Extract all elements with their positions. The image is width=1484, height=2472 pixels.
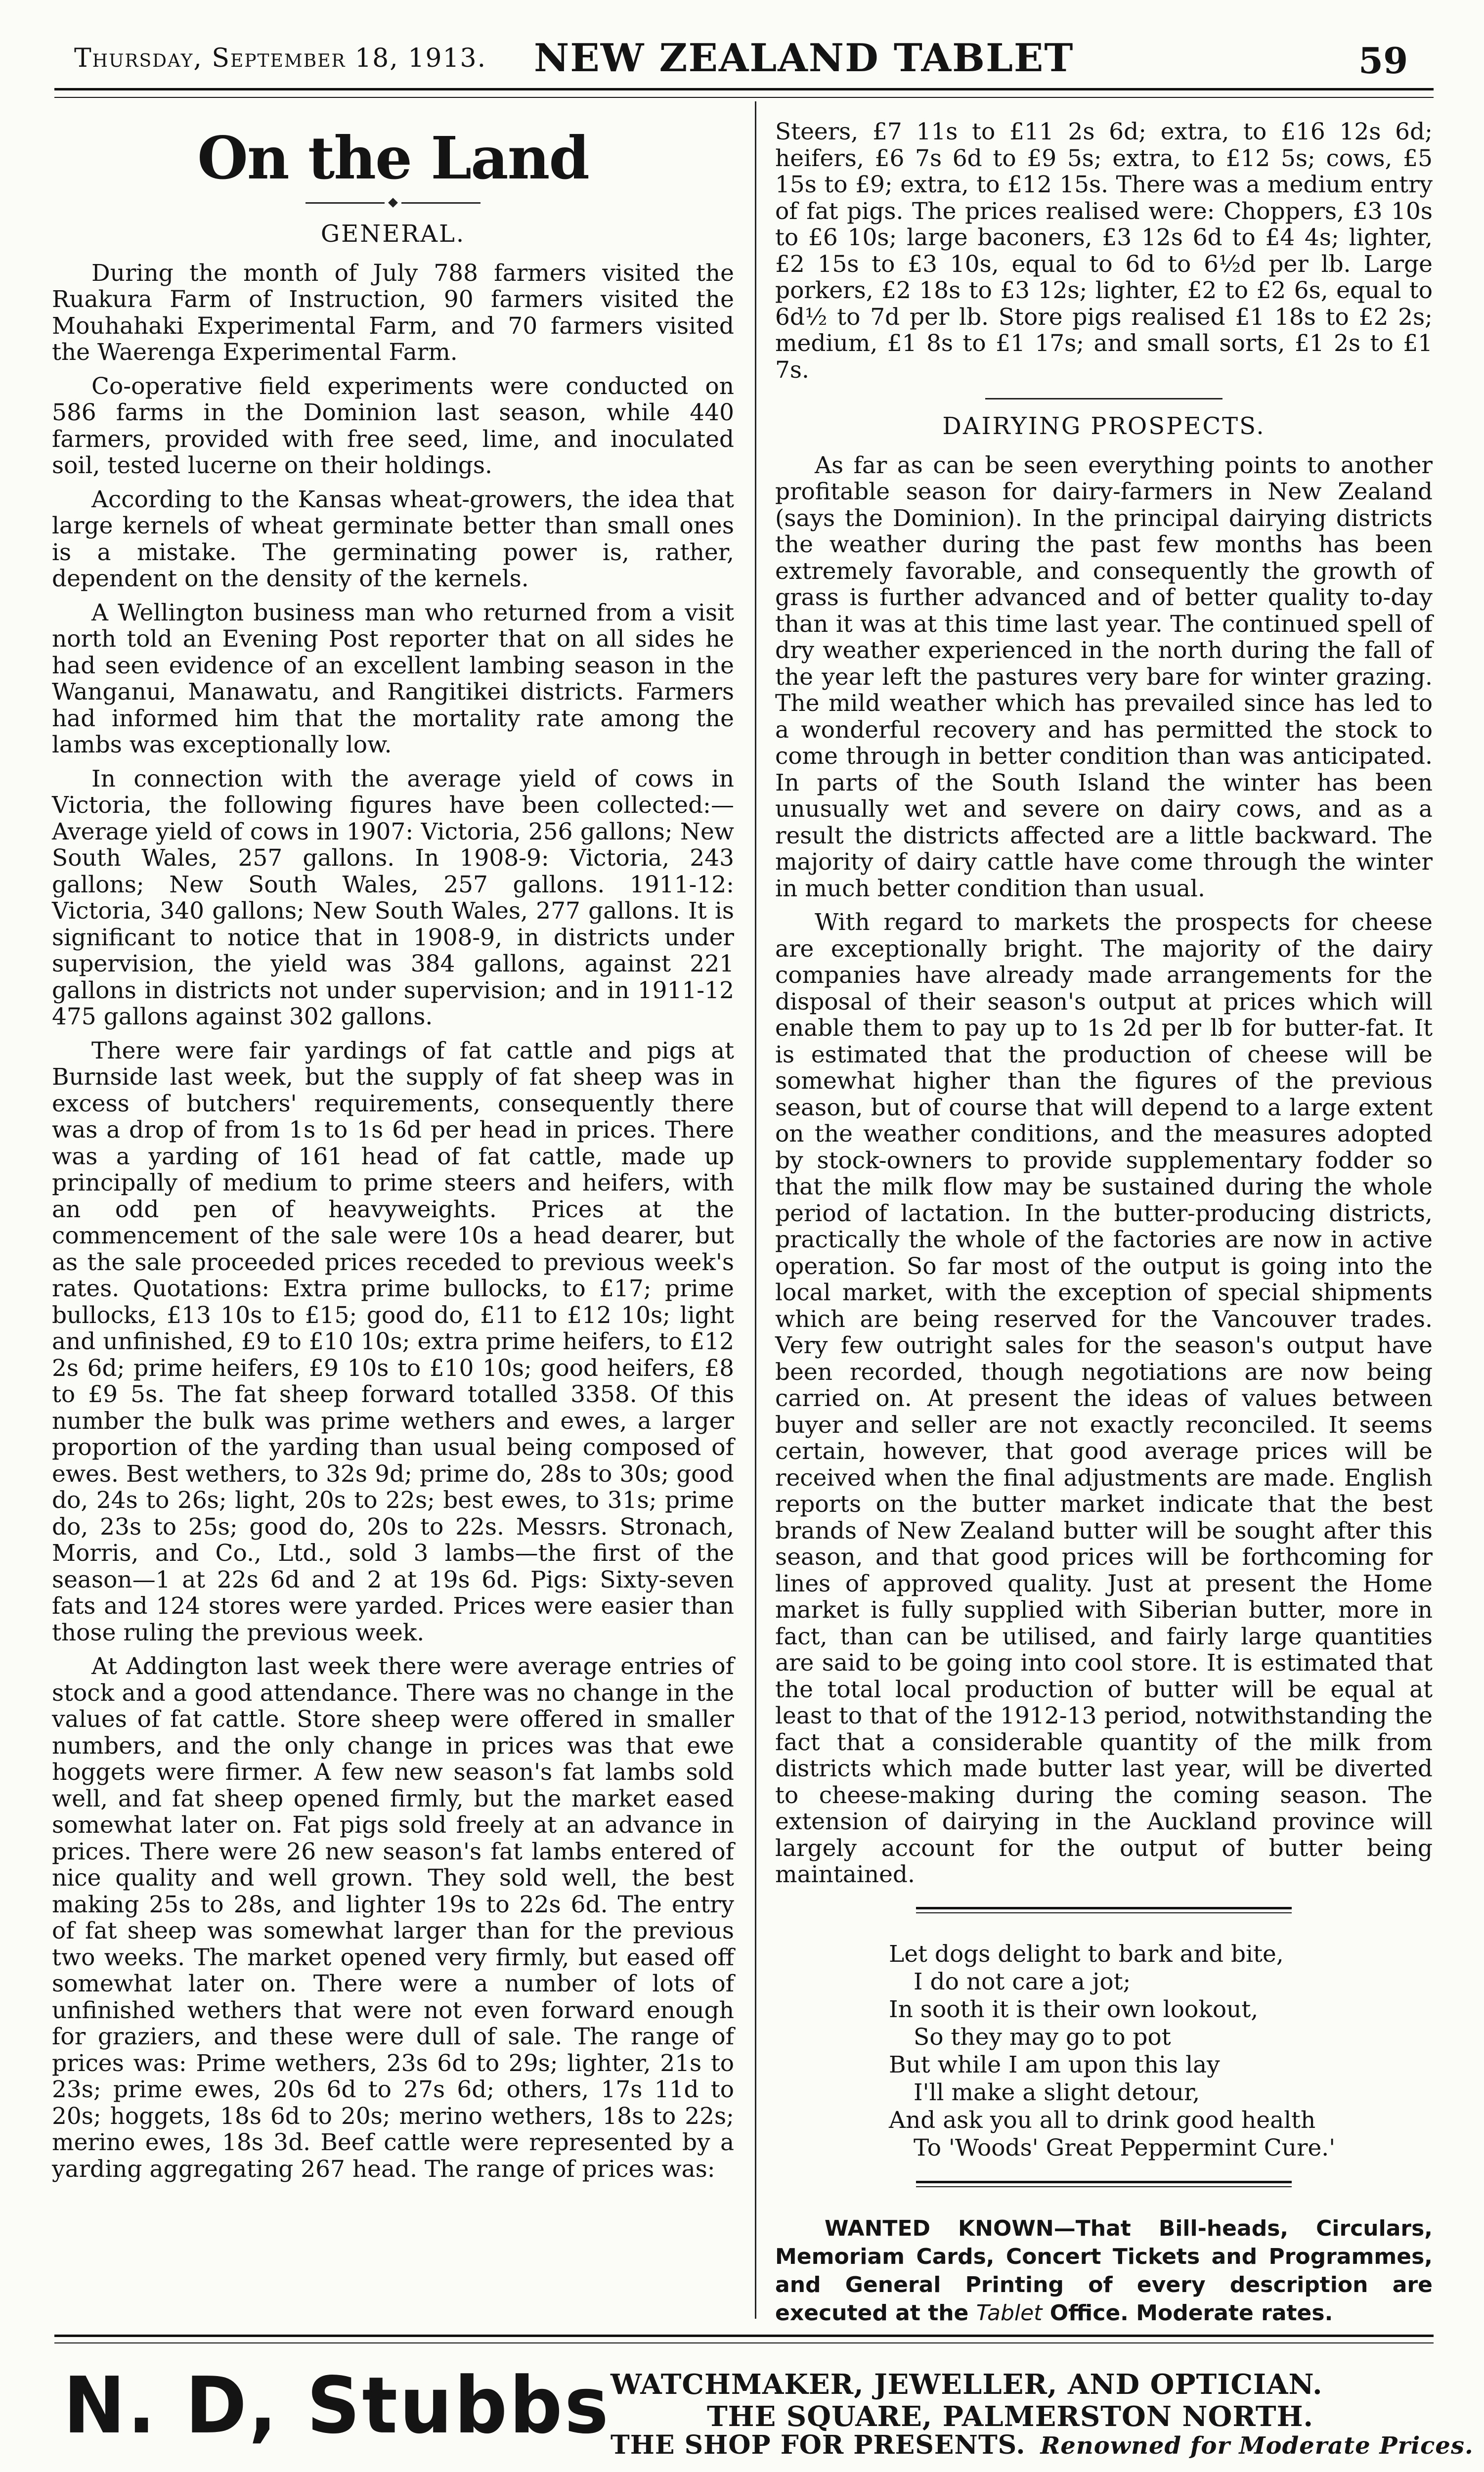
advertiser-name: N. D, Stubbs (63, 2361, 611, 2451)
paragraph: During the month of July 788 farmers visited the Ruakura Farm of Instruction, 90 farmers visited the Mouhahaki Experimental Farm, and 70 farmers visited the Waerenga Experimental Farm. (52, 259, 734, 366)
publication-title: NEW ZEALAND TABLET (534, 36, 1074, 81)
ad-slogan-tail: Renowned for Moderate Prices. (1040, 2432, 1474, 2460)
footer-rule (54, 2335, 1434, 2337)
poem-line: And ask you all to drink good health (889, 2106, 1316, 2134)
peppermint-cure-poem (889, 1941, 1433, 2162)
header-rule-thin (54, 97, 1434, 98)
notice-italic: Tablet (976, 2300, 1043, 2326)
poem-line: But while I am upon this lay (889, 2051, 1220, 2078)
paragraph: In connection with the average yield of cows in Victoria, the following figures have been collected:— Average yield of cows in 1907: Victoria, 256 gallons; New South Wales, 257 gallons. In 1908-9: Victoria, 243 gallons; New South Wales, 257 gallons. 1911-12: Victoria, 340 gallons; New South Wales, 277 gallons. It is significant to notice that in 1908-9, in districts under supervision, the yield was 384 gallons, against 221 gallons in districts not under supervision; and in 1911-12 475 gallons against 302 gallons. (52, 765, 734, 1030)
poem-line: So they may go to pot (914, 2023, 1171, 2051)
section-heading-dairying: DAIRYING PROSPECTS. (942, 412, 1266, 440)
headline-ornament (52, 199, 734, 206)
left-column (52, 114, 734, 2190)
paragraph: With regard to markets the prospects for cheese are exceptionally bright. The majority of the dairy companies have already made arrangements for the disposal of their season's output at prices which will enable them to pay up to 1s 2d per lb for butter-fat. It is estimated that the production of cheese will be somewhat higher than the figures of the previous season, but of course that will depend to a large extent on the weather conditions, and the measures adopted by stock-owners to provide supplementary fodder so that the milk flow may be sustained during the whole period of lactation. In the butter-producing districts, practically the whole of the factories are now in active operation. So far most of the output is going into the local market, with the exception of special shipments which are being reserved for the Vancouver trades. Very few outright sales for the season's output have been recorded, though negotiations are now being carried on. At present the ideas of values between buyer and seller are not exactly reconciled. It seems certain, however, that good average prices will be received when the final adjustments are made. English reports on the butter market indicate that the best brands of New Zealand butter will be sought after this season, and that good prices will be forthcoming for lines of approved quality. Just at present the Home market is fully supplied with Siberian butter, more in fact, than can be utilised, and fairly large quantities are said to be going into cool store. It is estimated that the total local production of butter will be equal at least to that of the 1912-13 period, notwithstanding the fact that a considerable quantity of the milk from districts which made butter last year, will be diverted to cheese-making during the coming season. The extension of dairying in the Auckland province will largely account for the output of butter being maintained. (775, 909, 1433, 1888)
double-rule (916, 1907, 1292, 1913)
page-number: 59 (1358, 40, 1408, 82)
right-column (775, 119, 1433, 2327)
issue-date: Thursday, September 18, 1913. (74, 44, 487, 73)
poem-line: I do not care a jot; (914, 1968, 1131, 1995)
header-rule (54, 88, 1434, 90)
paragraph: Co-operative field experiments were conducted on 586 farms in the Dominion last season, while 440 farmers, provided with free seed, lime, and inoculated soil, tested lucerne on their holdings. (52, 372, 734, 479)
ad-address: THE SQUARE, PALMERSTON NORTH. (707, 2400, 1314, 2433)
column-divider (755, 101, 756, 2319)
paragraph: At Addington last week there were average entries of stock and a good attendance. There was no change in the values of fat cattle. Store sheep were offered in smaller numbers, and the only change in prices was that ewe hoggets were firmer. A few new season's fat lambs sold well, and fat sheep opened firmly, but the market eased somewhat later on. Fat pigs sold freely at an advance in prices. There were 26 new season's fat lambs entered of nice quality and well grown. They sold well, the best making 25s to 28s, and lighter 19s to 22s 6d. The entry of fat sheep was somewhat larger than for the previous two weeks. The market opened very firmly, but eased off somewhat later on. There were a number of lots of unfinished wethers that were not even forward enough for graziers, and these were dull of sale. The range of prices was: Prime wethers, 23s 6d to 29s; lighter, 21s to 23s; prime ewes, 20s 6d to 27s 6d; others, 17s 11d to 20s; hoggets, 18s 6d to 20s; merino wethers, 18s to 22s; merino ewes, 18s 3d. Beef cattle were represented by a yarding aggregating 267 head. The range of prices was: (52, 1653, 734, 2183)
continued-paragraph: Steers, £7 11s to £11 2s 6d; extra, to £16 12s 6d; heifers, £6 7s 6d to £9 5s; extra, to £12 5s; cows, £5 15s to £9; extra, to £12 15s. There was a medium entry of fat pigs. The prices realised were: Choppers, £3 10s to £6 10s; large baconers, £3 12s 6d to £4 4s; lighter, £2 15s to £3 10s, equal to 6d to 6½d per lb. Large porkers, £2 18s to £3 12s; lighter, £2 to £2 6s, equal to 6d½ to 7d per lb. Store pigs realised £1 18s to £2 2s; medium, £1 8s to £1 17s; and small sorts, £1 2s to £1 7s. (775, 118, 1433, 384)
notice-tail: Office. Moderate rates. (1049, 2300, 1333, 2326)
paragraph: As far as can be seen everything points to another profitable season for dairy-farmers in New Zealand (says the Dominion). In the principal dairying districts the weather during the past few months has been extremely favorable, and consequently the growth of grass is further advanced and of better quality to-day than it was at this time last year. The continued spell of dry weather experienced in the north during the fall of the year left the pastures very bare for winter grazing. The mild weather which has prevailed since has led to a wonderful recovery and has permitted the stock to come through in better condition than was anticipated. In parts of the South Island the winter has been unusually wet and severe on dairy cows, and as a result the districts affected are a little backward. The majority of dairy cattle have come through the winter in much better condition than usual. (775, 451, 1433, 902)
ad-trades: WATCHMAKER, JEWELLER, AND OPTICIAN. (611, 2368, 1323, 2401)
poem-line: To 'Woods' Great Peppermint Cure.' (914, 2134, 1336, 2162)
poem-line: In sooth it is their own lookout, (889, 1995, 1259, 2023)
footer-rule-thin (54, 2342, 1434, 2343)
paragraph: According to the Kansas wheat-growers, the idea that large kernels of wheat germinate better than small ones is a mistake. The germinating power is, rather, dependent on the density of the kernels. (52, 486, 734, 592)
section-heading-general: GENERAL. (320, 220, 466, 248)
ad-slogan (611, 2430, 1474, 2460)
paragraph: There were fair yardings of fat cattle and pigs at Burnside last week, but the supply of fat sheep was in excess of butchers' requirements, consequently there was a drop of from 1s to 1s 6d per head in prices. There was a yarding of 161 head of fat cattle, made up principally of medium to prime steers and heifers, with an odd pen of heavyweights. Prices at the commencement of the sale were 10s a head dearer, but as the sale proceeded prices receded to previous week's rates. Quotations: Extra prime bullocks, to £17; prime bullocks, £13 10s to £15; good do, £11 to £12 10s; light and unfinished, £9 to £10 10s; extra prime heifers, to £12 2s 6d; prime heifers, £9 10s to £10 10s; good heifers, £8 to £9 5s. The fat sheep forward totalled 3358. Of this number the bulk was prime wethers and ewes, a larger proportion of the yarding than usual being composed of ewes. Best wethers, to 32s 9d; prime do, 28s to 30s; good do, 24s to 26s; light, 20s to 22s; best ewes, to 31s; prime do, 23s to 25s; good do, 20s to 22s. Messrs. Stronach, Morris, and Co., Ltd., sold 3 lambs—the first of the season—1 at 22s 6d and 2 at 19s 6d. Pigs: Sixty-seven fats and 124 stores were yarded. Prices were easier than those ruling the previous week. (52, 1037, 734, 1646)
double-rule (916, 2181, 1292, 2187)
article-headline: On the Land (197, 124, 589, 192)
poem-line: Let dogs delight to bark and bite, (889, 1940, 1284, 1968)
section-rule (985, 398, 1222, 399)
wanted-known-notice (775, 2214, 1433, 2327)
poem-line: I'll make a slight detour, (914, 2078, 1200, 2106)
ad-slogan-main: THE SHOP FOR PRESENTS. (611, 2430, 1026, 2460)
paragraph: A Wellington business man who returned from a visit north told an Evening Post reporter that on all sides he had seen evidence of an excellent lambing season in the Wanganui, Manawatu, and Rangitikei districts. Farmers had informed him that the mortality rate among the lambs was exceptionally low. (52, 599, 734, 758)
notice-text: WANTED KNOWN—That Bill-heads, Circulars, Memoriam Cards, Concert Tickets and Programmes, and General Printing of every description are executed at the (775, 2215, 1433, 2326)
